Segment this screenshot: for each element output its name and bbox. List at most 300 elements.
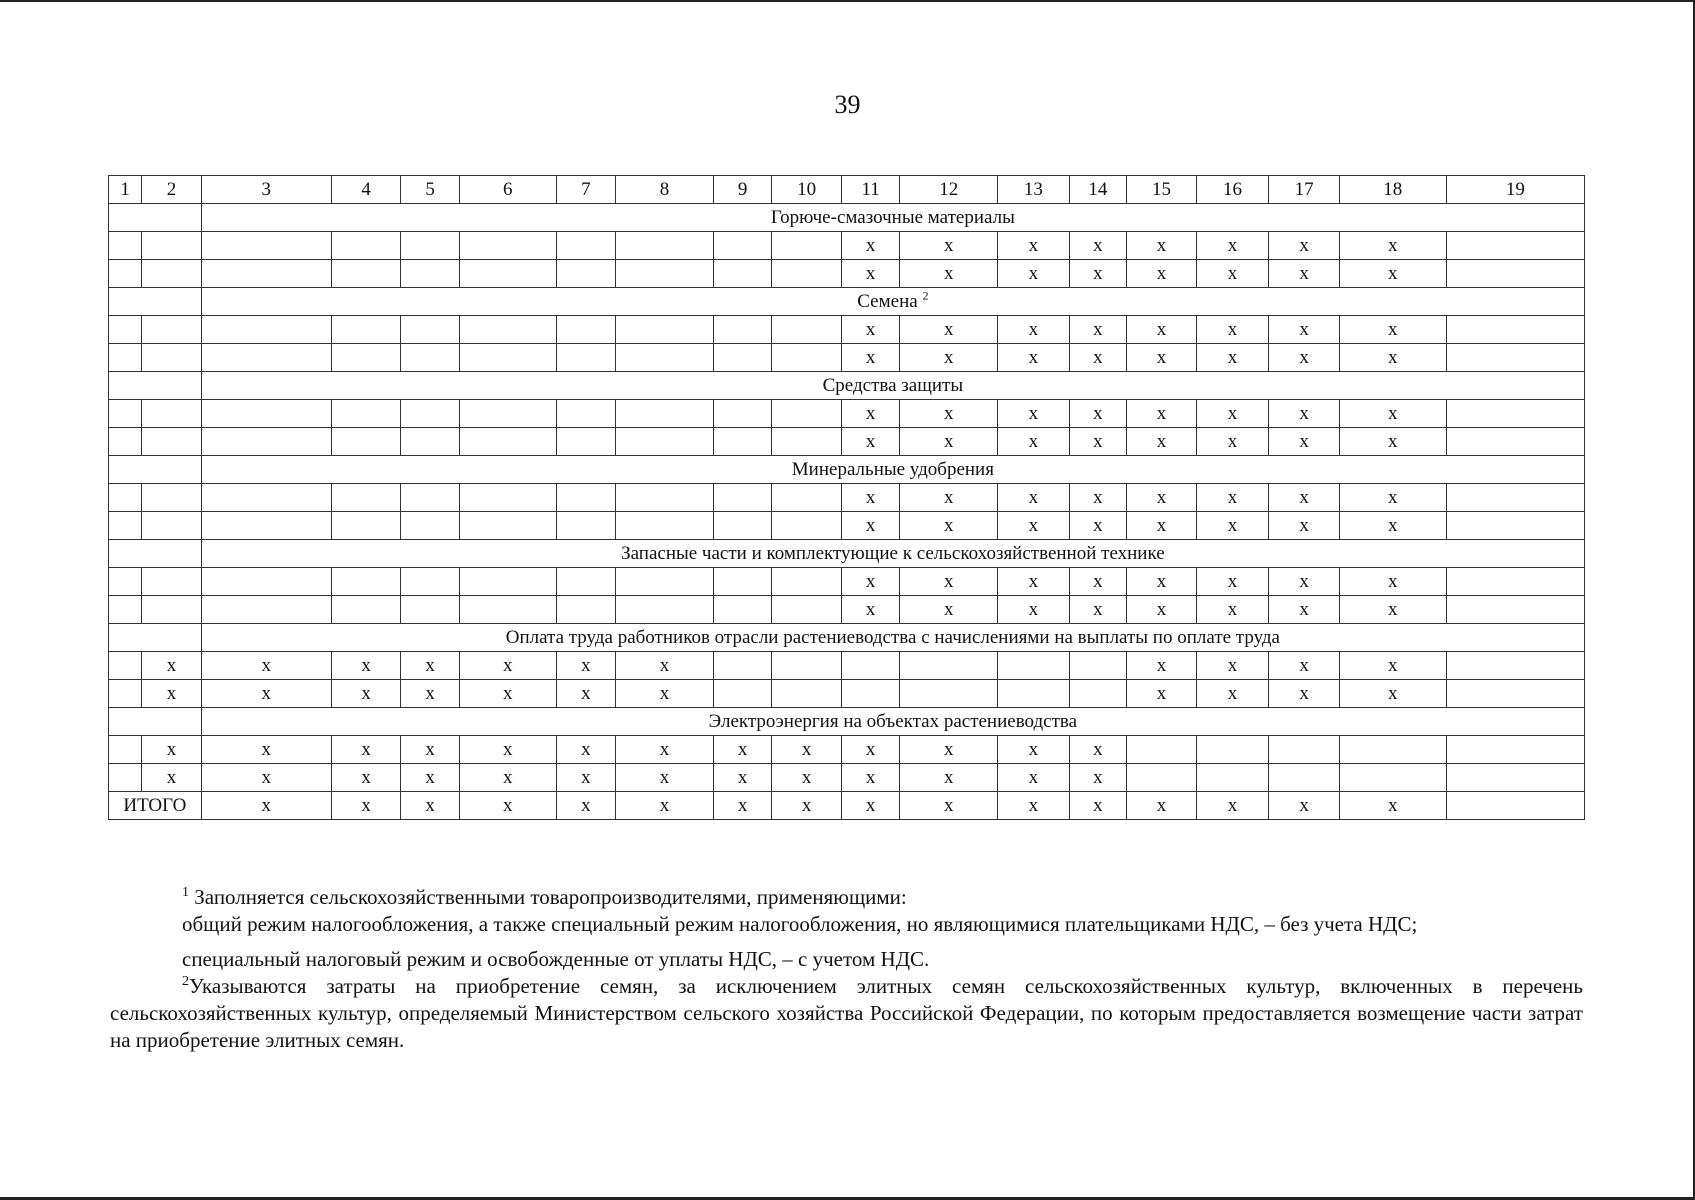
table-cell: х: [1069, 568, 1126, 596]
table-cell: [201, 316, 331, 344]
table-cell: [1446, 736, 1584, 764]
table-cell: [142, 344, 201, 372]
table-cell: х: [1339, 512, 1446, 540]
section-row: [109, 204, 1585, 232]
table-cell: [616, 400, 714, 428]
section-spacer-cell: [109, 540, 202, 568]
table-cell: [1127, 736, 1197, 764]
table-cell: [201, 400, 331, 428]
table-cell: [459, 596, 556, 624]
table-cell: х: [616, 652, 714, 680]
table-cell: х: [900, 484, 998, 512]
table-cell: [142, 568, 201, 596]
section-title-footnote-mark: 2: [922, 288, 929, 303]
table-cell: х: [1196, 232, 1269, 260]
table-cell: х: [1069, 596, 1126, 624]
footnote-1-intro-text: Заполняется сельскохозяйственными товаропроизводителями, применяющими:: [194, 885, 907, 909]
table-cell: [109, 484, 142, 512]
total-cell: [1446, 792, 1584, 820]
table-cell: [142, 400, 201, 428]
table-cell: х: [841, 428, 899, 456]
table-cell: х: [1196, 260, 1269, 288]
table-cell: [1446, 568, 1584, 596]
table-cell: [459, 344, 556, 372]
table-cell: х: [998, 344, 1070, 372]
table-cell: [556, 596, 615, 624]
table-cell: [201, 484, 331, 512]
table-cell: х: [841, 400, 899, 428]
section-title: Семена: [857, 291, 918, 312]
table-cell: х: [998, 316, 1070, 344]
column-number-cell: 16: [1196, 176, 1269, 204]
table-cell: х: [1127, 316, 1197, 344]
table-cell: [713, 596, 771, 624]
table-cell: х: [142, 764, 201, 792]
total-cell: х: [1069, 792, 1126, 820]
table-cell: х: [841, 344, 899, 372]
table-cell: х: [900, 400, 998, 428]
table-cell: х: [1269, 344, 1340, 372]
table-cell: [331, 596, 401, 624]
total-label: ИТОГО: [109, 792, 202, 820]
table-cell: х: [998, 232, 1070, 260]
table-cell: х: [459, 764, 556, 792]
table-cell: х: [459, 736, 556, 764]
table-cell: [201, 428, 331, 456]
column-number-cell: 17: [1269, 176, 1340, 204]
table-cell: [109, 428, 142, 456]
table-cell: х: [1339, 400, 1446, 428]
table-cell: [459, 568, 556, 596]
table-cell: х: [841, 316, 899, 344]
table-cell: х: [713, 764, 771, 792]
table-cell: [772, 568, 842, 596]
section-row: [109, 540, 1585, 568]
table-cell: х: [841, 260, 899, 288]
section-row: [109, 456, 1585, 484]
section-spacer-cell: [109, 372, 202, 400]
table-cell: [713, 260, 771, 288]
table-cell: [331, 260, 401, 288]
section-title: Средства защиты: [822, 375, 964, 396]
section-row: [109, 624, 1585, 652]
column-number-cell: 9: [713, 176, 771, 204]
total-cell: х: [556, 792, 615, 820]
table-cell: х: [1339, 428, 1446, 456]
total-cell: х: [459, 792, 556, 820]
table-cell: [1446, 344, 1584, 372]
total-cell: х: [841, 792, 899, 820]
total-cell: х: [900, 792, 998, 820]
table-cell: [331, 344, 401, 372]
table-cell: [772, 344, 842, 372]
table-cell: [713, 316, 771, 344]
table-cell: [109, 232, 142, 260]
table-cell: [331, 316, 401, 344]
table-cell: х: [841, 568, 899, 596]
table-cell: [142, 260, 201, 288]
table-cell: [713, 512, 771, 540]
section-title: Запасные части и комплектующие к сельскохозяйственной технике: [621, 543, 1165, 564]
page-number: 39: [834, 90, 861, 119]
table-cell: [1446, 652, 1584, 680]
table-cell: х: [900, 232, 998, 260]
table-cell: [713, 400, 771, 428]
table-cell: х: [1196, 652, 1269, 680]
table-cell: х: [1127, 512, 1197, 540]
footnotes: [110, 884, 1583, 1054]
table-cell: х: [900, 568, 998, 596]
table-body: [109, 176, 1585, 820]
table-cell: х: [401, 680, 459, 708]
table-cell: [142, 428, 201, 456]
table-cell: [401, 344, 459, 372]
table-cell: х: [1269, 232, 1340, 260]
table-cell: х: [142, 680, 201, 708]
table-cell: х: [1196, 344, 1269, 372]
column-number-cell: 2: [142, 176, 201, 204]
table-cell: [142, 596, 201, 624]
table-cell: [616, 260, 714, 288]
table-cell: х: [201, 652, 331, 680]
table-cell: х: [1196, 596, 1269, 624]
table-row: [109, 512, 1585, 540]
table-cell: [459, 260, 556, 288]
table-cell: [401, 596, 459, 624]
table-cell: х: [1127, 484, 1197, 512]
table-cell: х: [841, 484, 899, 512]
table-cell: х: [1069, 736, 1126, 764]
table-cell: [401, 512, 459, 540]
table-cell: [900, 652, 998, 680]
table-cell: х: [998, 596, 1070, 624]
table-cell: х: [1269, 400, 1340, 428]
table-cell: х: [998, 484, 1070, 512]
table-cell: [713, 680, 771, 708]
column-number-cell: 14: [1069, 176, 1126, 204]
table-cell: [713, 428, 771, 456]
table-row: [109, 680, 1585, 708]
table-cell: х: [142, 736, 201, 764]
table-cell: х: [841, 512, 899, 540]
total-cell: х: [1269, 792, 1340, 820]
table-cell: х: [998, 764, 1070, 792]
table-cell: х: [201, 680, 331, 708]
column-number-cell: 11: [841, 176, 899, 204]
table-cell: х: [459, 680, 556, 708]
table-cell: [556, 316, 615, 344]
table-cell: [1446, 764, 1584, 792]
footnote-1-item-2: специальный налоговый режим и освобожденные от уплаты НДС, – с учетом НДС.: [182, 947, 930, 971]
table-cell: [201, 260, 331, 288]
total-cell: х: [998, 792, 1070, 820]
table-cell: [1196, 764, 1269, 792]
table-cell: [616, 232, 714, 260]
table-cell: х: [1269, 568, 1340, 596]
total-cell: х: [713, 792, 771, 820]
table-row: [109, 596, 1585, 624]
table-cell: х: [841, 232, 899, 260]
table-cell: [331, 400, 401, 428]
column-number-cell: 12: [900, 176, 998, 204]
table-cell: х: [998, 512, 1070, 540]
column-number-cell: 15: [1127, 176, 1197, 204]
column-number-cell: 4: [331, 176, 401, 204]
table-cell: х: [900, 344, 998, 372]
section-title-cell: [201, 288, 1584, 316]
total-cell: х: [331, 792, 401, 820]
table-cell: х: [1269, 484, 1340, 512]
table-cell: х: [998, 400, 1070, 428]
column-number-row: [109, 176, 1585, 204]
table-cell: [900, 680, 998, 708]
table-cell: х: [1196, 428, 1269, 456]
table-cell: [331, 568, 401, 596]
table-cell: х: [1269, 260, 1340, 288]
table-cell: х: [1196, 400, 1269, 428]
table-cell: [1127, 764, 1197, 792]
table-cell: [331, 428, 401, 456]
table-cell: [401, 316, 459, 344]
table-cell: [1446, 232, 1584, 260]
table-cell: х: [1127, 568, 1197, 596]
table-cell: х: [900, 596, 998, 624]
footnote-2: [110, 973, 1583, 1054]
table-cell: х: [1339, 484, 1446, 512]
table-cell: х: [1127, 680, 1197, 708]
column-number-cell: 6: [459, 176, 556, 204]
table-cell: [772, 316, 842, 344]
table-cell: [772, 596, 842, 624]
table-cell: х: [1069, 232, 1126, 260]
table-cell: х: [1069, 764, 1126, 792]
table-cell: х: [401, 652, 459, 680]
table-cell: [1269, 764, 1340, 792]
table-cell: [772, 512, 842, 540]
table-cell: [556, 568, 615, 596]
table-cell: [556, 344, 615, 372]
table-cell: х: [401, 736, 459, 764]
footnote-1-mark: 1: [182, 885, 189, 900]
table-cell: [713, 344, 771, 372]
table-cell: х: [556, 736, 615, 764]
column-number-cell: 5: [401, 176, 459, 204]
table-cell: х: [331, 680, 401, 708]
table-cell: х: [1127, 400, 1197, 428]
table-cell: х: [1269, 512, 1340, 540]
table-cell: х: [1269, 316, 1340, 344]
table-cell: [616, 596, 714, 624]
table-row: [109, 316, 1585, 344]
table-cell: х: [1127, 652, 1197, 680]
table-cell: х: [1339, 316, 1446, 344]
table-cell: х: [841, 764, 899, 792]
table-cell: [109, 680, 142, 708]
footnote-2-mark: 2: [182, 974, 189, 989]
table-cell: [772, 232, 842, 260]
table-cell: [459, 232, 556, 260]
section-row: [109, 708, 1585, 736]
table-cell: х: [1196, 680, 1269, 708]
table-cell: [616, 428, 714, 456]
table-cell: х: [1269, 652, 1340, 680]
table-cell: [331, 512, 401, 540]
total-cell: х: [1196, 792, 1269, 820]
section-spacer-cell: [109, 288, 202, 316]
table-cell: х: [331, 736, 401, 764]
table-cell: х: [1069, 344, 1126, 372]
table-cell: [1069, 652, 1126, 680]
table-cell: х: [1196, 568, 1269, 596]
table-row: [109, 764, 1585, 792]
table-cell: [1446, 316, 1584, 344]
table-cell: [556, 232, 615, 260]
total-cell: х: [1339, 792, 1446, 820]
table-cell: [1446, 512, 1584, 540]
table-cell: [109, 568, 142, 596]
table-cell: х: [1069, 512, 1126, 540]
column-number-cell: 7: [556, 176, 615, 204]
table-cell: [713, 568, 771, 596]
table-cell: [1446, 260, 1584, 288]
table-cell: [1446, 428, 1584, 456]
table-row: [109, 736, 1585, 764]
section-title-cell: [201, 204, 1584, 232]
table-cell: [401, 260, 459, 288]
table-cell: х: [556, 764, 615, 792]
table-row: [109, 232, 1585, 260]
table-cell: [459, 512, 556, 540]
column-number-cell: 8: [616, 176, 714, 204]
table-cell: х: [401, 764, 459, 792]
footnote-1-intro: [110, 884, 1583, 911]
table-cell: [401, 484, 459, 512]
table-cell: [201, 596, 331, 624]
table-cell: х: [556, 680, 615, 708]
section-spacer-cell: [109, 624, 202, 652]
table-cell: [713, 652, 771, 680]
table-cell: [109, 400, 142, 428]
table-cell: х: [201, 736, 331, 764]
table-row: [109, 652, 1585, 680]
table-cell: [841, 652, 899, 680]
table-row: [109, 484, 1585, 512]
table-cell: х: [998, 736, 1070, 764]
section-title: Электроэнергия на объектах растениеводства: [708, 711, 1078, 732]
table-cell: х: [556, 652, 615, 680]
total-row: [109, 792, 1585, 820]
table-cell: х: [900, 316, 998, 344]
total-cell: х: [401, 792, 459, 820]
table-cell: [459, 484, 556, 512]
table-cell: х: [331, 764, 401, 792]
table-cell: [556, 428, 615, 456]
table-cell: х: [1269, 680, 1340, 708]
section-spacer-cell: [109, 204, 202, 232]
section-title-cell: [201, 456, 1584, 484]
table-cell: [401, 400, 459, 428]
section-row: [109, 288, 1585, 316]
table-cell: [998, 652, 1070, 680]
table-row: [109, 428, 1585, 456]
table-cell: х: [900, 428, 998, 456]
total-cell: х: [201, 792, 331, 820]
table-cell: [772, 428, 842, 456]
table-cell: х: [331, 652, 401, 680]
table-cell: х: [1127, 428, 1197, 456]
table-cell: х: [1339, 596, 1446, 624]
table-cell: [772, 652, 842, 680]
section-spacer-cell: [109, 456, 202, 484]
table-cell: [201, 568, 331, 596]
table-cell: [1069, 680, 1126, 708]
table-row: [109, 344, 1585, 372]
table-cell: х: [998, 260, 1070, 288]
table-cell: [556, 400, 615, 428]
table-cell: х: [772, 764, 842, 792]
table-cell: х: [1069, 428, 1126, 456]
table-cell: [556, 484, 615, 512]
table-cell: х: [142, 652, 201, 680]
table-cell: [109, 764, 142, 792]
section-title: Горюче-смазочные материалы: [770, 207, 1015, 228]
table-row: [109, 400, 1585, 428]
table-cell: х: [900, 512, 998, 540]
column-number-cell: 13: [998, 176, 1070, 204]
table-cell: [1339, 736, 1446, 764]
table-cell: [713, 232, 771, 260]
table-cell: [772, 400, 842, 428]
section-title-cell: [201, 372, 1584, 400]
table-cell: [713, 484, 771, 512]
table-cell: х: [1339, 344, 1446, 372]
table-cell: [331, 232, 401, 260]
table-cell: х: [1127, 232, 1197, 260]
table-cell: х: [459, 652, 556, 680]
section-row: [109, 372, 1585, 400]
table-cell: [772, 484, 842, 512]
table-cell: [556, 512, 615, 540]
column-number-cell: 1: [109, 176, 142, 204]
table-cell: [616, 512, 714, 540]
total-cell: х: [616, 792, 714, 820]
table-cell: [556, 260, 615, 288]
table-cell: [109, 652, 142, 680]
section-title: Минеральные удобрения: [791, 459, 994, 480]
table-cell: х: [772, 736, 842, 764]
section-title-cell: [201, 540, 1584, 568]
table-cell: [201, 232, 331, 260]
table-cell: [201, 512, 331, 540]
table-cell: х: [713, 736, 771, 764]
data-table: [108, 175, 1585, 820]
table-cell: [331, 484, 401, 512]
table-cell: [1339, 764, 1446, 792]
table-cell: [616, 316, 714, 344]
section-spacer-cell: [109, 708, 202, 736]
table-cell: [401, 428, 459, 456]
table-cell: х: [1127, 596, 1197, 624]
footnote-2-text: Указываются затраты на приобретение семян, за исключением элитных семян сельскохозяйственных культур, включенных в перечень сельскохозяйственных культур, определяемый Министерством сельского хозяйства Российской Федерации, по которым предоставляется возмещение части затрат на приобретение элитных семян.: [110, 974, 1583, 1052]
table-cell: х: [1339, 680, 1446, 708]
table-cell: [142, 484, 201, 512]
table-cell: х: [900, 736, 998, 764]
table-cell: [1446, 400, 1584, 428]
column-number-cell: 18: [1339, 176, 1446, 204]
table-cell: [142, 232, 201, 260]
table-cell: [201, 344, 331, 372]
table-cell: [142, 512, 201, 540]
